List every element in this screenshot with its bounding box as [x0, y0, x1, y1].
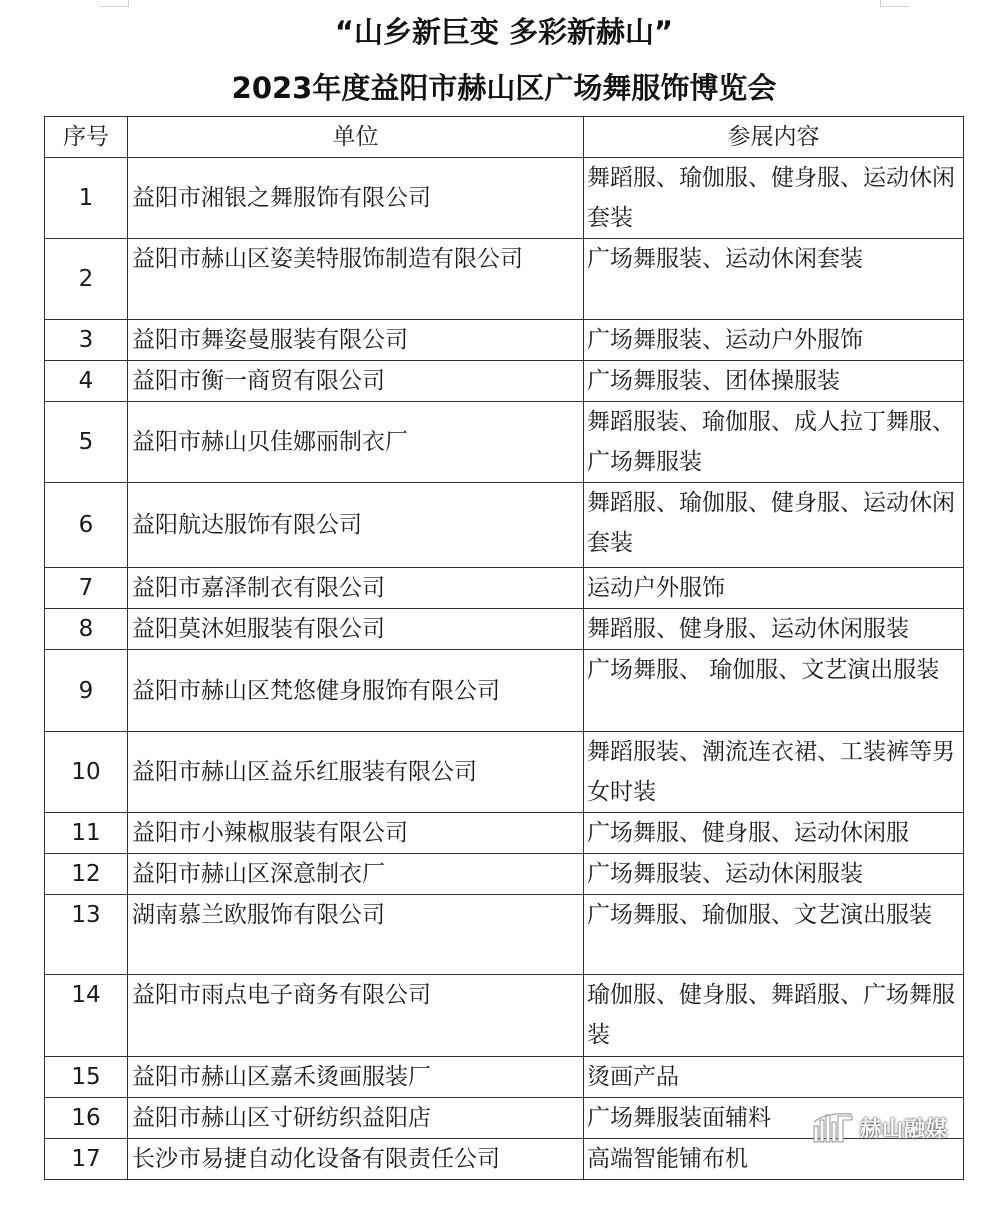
row-unit: 益阳市小辣椒服装有限公司: [128, 813, 584, 854]
table-row: [45, 402, 964, 483]
row-unit: 益阳市赫山区益乐红服装有限公司: [128, 732, 584, 813]
row-content: 舞蹈服、瑜伽服、健身服、运动休闲套装: [584, 158, 964, 239]
row-seq: 3: [45, 320, 128, 361]
row-seq: 11: [45, 813, 128, 854]
row-unit: 益阳市舞姿曼服装有限公司: [128, 320, 584, 361]
row-content: 运动户外服饰: [584, 568, 964, 609]
row-seq: 1: [45, 158, 128, 239]
row-unit: 益阳市赫山区深意制衣厂: [128, 854, 584, 895]
row-seq: 16: [45, 1098, 128, 1139]
crop-mark-right: [880, 0, 909, 7]
crop-mark-left: [100, 0, 129, 7]
table-row: [45, 732, 964, 813]
row-content: 广场舞服装、运动户外服饰: [584, 320, 964, 361]
row-content: 广场舞服装、运动休闲套装: [584, 239, 964, 320]
table-row: [45, 650, 964, 732]
row-content: 广场舞服、健身服、运动休闲服: [584, 813, 964, 854]
row-seq: 10: [45, 732, 128, 813]
table-row: [45, 1057, 964, 1098]
row-unit: 益阳市赫山区梵悠健身服饰有限公司: [128, 650, 584, 732]
row-unit: 益阳航达服饰有限公司: [128, 483, 584, 568]
row-seq: 6: [45, 483, 128, 568]
row-unit: 益阳市湘银之舞服饰有限公司: [128, 158, 584, 239]
row-seq: 5: [45, 402, 128, 483]
title-event: 2023年度益阳市赫山区广场舞服饰博览会: [231, 71, 777, 105]
header-content: 参展内容: [584, 117, 964, 158]
row-content: 广场舞服装、团体操服装: [584, 361, 964, 402]
media-logo-icon: [812, 1112, 854, 1144]
row-content: 广场舞服装、运动休闲服装: [584, 854, 964, 895]
row-unit: 益阳市衡一商贸有限公司: [128, 361, 584, 402]
row-unit: 长沙市易捷自动化设备有限责任公司: [128, 1139, 584, 1180]
row-content: 烫画产品: [584, 1057, 964, 1098]
row-content: 舞蹈服装、瑜伽服、成人拉丁舞服、广场舞服装: [584, 402, 964, 483]
row-seq: 9: [45, 650, 128, 732]
row-content: 瑜伽服、健身服、舞蹈服、广场舞服装: [584, 975, 964, 1057]
table-row: [45, 854, 964, 895]
row-seq: 17: [45, 1139, 128, 1180]
title-slogan: “山乡新巨变 多彩新赫山”: [334, 15, 674, 49]
row-seq: 14: [45, 975, 128, 1057]
row-seq: 2: [45, 239, 128, 320]
row-seq: 12: [45, 854, 128, 895]
row-content: 广场舞服、瑜伽服、文艺演出服装: [584, 895, 964, 975]
table-row: [45, 361, 964, 402]
header-seq: 序号: [45, 117, 128, 158]
row-unit: 益阳市嘉泽制衣有限公司: [128, 568, 584, 609]
row-unit: 益阳市雨点电子商务有限公司: [128, 975, 584, 1057]
table-row: [45, 239, 964, 320]
watermark: [812, 1111, 962, 1145]
row-content: 高端智能铺布机: [584, 1139, 964, 1180]
row-unit: 湖南慕兰欧服饰有限公司: [128, 895, 584, 975]
row-seq: 4: [45, 361, 128, 402]
row-content: 广场舞服、 瑜伽服、文艺演出服装: [584, 650, 964, 732]
table-row: [45, 895, 964, 975]
table-row: [45, 609, 964, 650]
row-unit: 益阳市赫山区姿美特服饰制造有限公司: [128, 239, 584, 320]
row-seq: 8: [45, 609, 128, 650]
row-unit: 益阳市赫山区嘉禾烫画服装厂: [128, 1057, 584, 1098]
row-content: 舞蹈服、瑜伽服、健身服、运动休闲套装: [584, 483, 964, 568]
row-unit: 益阳市赫山区寸研纺织益阳店: [128, 1098, 584, 1139]
header-unit: 单位: [128, 117, 584, 158]
table-row: [45, 975, 964, 1057]
row-seq: 7: [45, 568, 128, 609]
row-unit: 益阳莫沐妲服装有限公司: [128, 609, 584, 650]
table-row: [45, 568, 964, 609]
table-row: [45, 483, 964, 568]
row-content: 舞蹈服、健身服、运动休闲服装: [584, 609, 964, 650]
row-seq: 13: [45, 895, 128, 975]
row-content: 广场舞服装面辅料: [584, 1098, 964, 1139]
row-unit: 益阳市赫山贝佳娜丽制衣厂: [128, 402, 584, 483]
table-row: [45, 158, 964, 239]
table-row: [45, 813, 964, 854]
row-seq: 15: [45, 1057, 128, 1098]
watermark-text: 赫山融媒: [860, 1116, 948, 1141]
table-row: [45, 320, 964, 361]
row-content: 舞蹈服装、潮流连衣裙、工装裤等男女时装: [584, 732, 964, 813]
exhibitor-table: [44, 116, 964, 1180]
table-header-row: [45, 117, 964, 158]
